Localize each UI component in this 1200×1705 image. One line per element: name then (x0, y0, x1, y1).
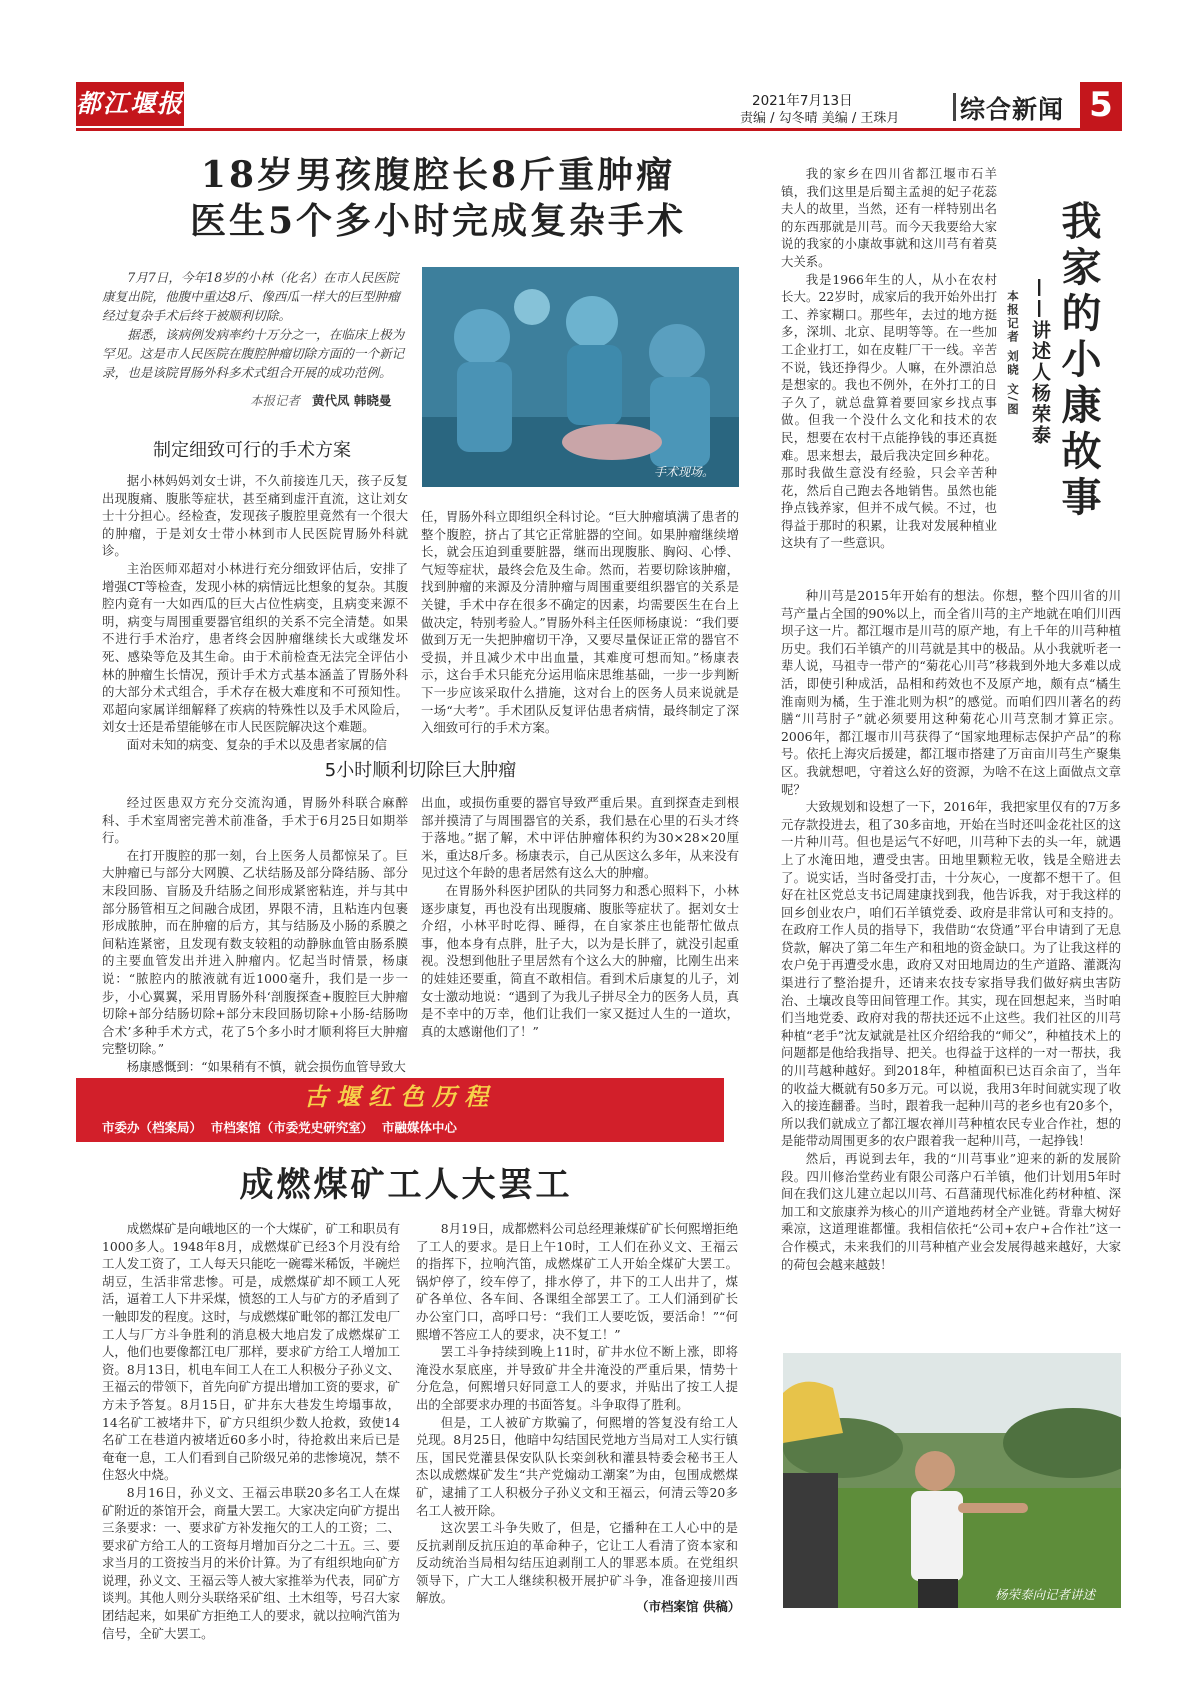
section-name: 综合新闻 (960, 95, 1065, 124)
article1-sec2-col2 (421, 794, 739, 1040)
paragraph: 大致规划和设想了一下，2016年，我把家里仅有的7万多元存款投进去，租了30多亩地，开始在当时还叫金花社区的这一片种川芎。但也是运气不好吧，川芎种下去的头一年，就遇上了水淹田地，遭受虫害。田地里颗粒无收，钱是全赔进去了。说实话，当时备受打击，十分灰心，一度都不想干了。但好在社区党总支书记周建康找到我，他告诉我，对于我这样的回乡创业农户，咱们石羊镇党委、政府是非常认可和支持的。在政府工作人员的指导下，我借助“农贷通”平台申请到了无息贷款，解决了第二年生产和租地的资金缺口。为了让我这样的农户免于再遭受水患，政府又对田地周边的生产道路、灌溉沟渠进行了整治提升，还请来农技专家指导我们做好病虫害防治、土壤改良等田间管理工作。其实，现在回想起来，当时咱们当地党委、政府对我的帮扶还远不止这些。我们社区的川芎种植“老手”沈友斌就是社区介绍给我的“师父”，种植技术上的问题都是他给我指导、把关。也得益于这样的一对一帮扶，我的川芎越种越好。到2018年，种植面积已达百余亩了，当年的收益大概就有50多万元。可以说，我用3年时间就实现了收入的接连翻番。当时，跟着我一起种川芎的老乡也有20多个，所以我们就成立了都江堰农禅川芎种植农民专业合作社，想的是能带动周围更多的农户跟着我一起种川芎，一起挣钱！ (781, 799, 1121, 1149)
paragraph: 我的家乡在四川省都江堰市石羊镇，我们这里是后蜀主孟昶的妃子花蕊夫人的故里，当然，还有一样特别出名的东西那就是川芎。而今天我要给大家说的我家的小康故事就和这川芎有着莫大关系。 (781, 166, 997, 269)
paragraph: 据小林妈妈刘女士讲，不久前接连几天，孩子反复出现腹痛、腹胀等症状，甚至痛到虚汗直流，这让刘女士十分担心。经检查，发现孩子腹腔里竟然有一个很大的肿瘤，于是刘女士带小林到市人民医院胃肠外科就诊。 (102, 473, 408, 559)
paragraph: 主治医师邓超对小林进行充分细致评估后，安排了增强CT等检查，发现小林的病情远比想象的复杂。其腹腔内竟有一大如西瓜的巨大占位性病变，且病变来源不明，病变与周围重要器官组织的关系不完全清楚。如果不进行手术治疗，患者终会因肿瘤继续长大或继发坏死、感染等危及其生命。由于术前检查无法完全评估小林的肿瘤生长情况，预计手术方式基本涵盖了胃肠外科的大部分术式组合，手术存在极大难度和不可预知性。邓超向家属详细解释了疾病的特殊性以及手术风险后，刘女士还是希望能够在市人民医院解决这个难题。 (102, 560, 408, 735)
paragraph: 在打开腹腔的那一刻，台上医务人员都惊呆了。巨大肿瘤已与部分大网膜、乙状结肠及部分降结肠、部分末段回肠、盲肠及升结肠之间形成紧密粘连，并与其中部分肠管相互之间融合成团，界限不清，且粘连内包裹形成脓肿，而在肿瘤的后方，其与结肠及小肠的系膜之间粘连紧密，且发现有数支较粗的动静脉血管由肠系膜的主要血管发出并进入肿瘤内。忆起当时情景，杨康说：“脓腔内的脓液就有近1000毫升，我们是一步一步，小心翼翼，采用胃肠外科‘剖腹探查+腹腔巨大肿瘤切除+部分结肠切除+部分末段回肠切除+小肠-结肠吻合术’多种手术方式，花了5个多小时才顺利将巨大肿瘤完整切除。” (102, 847, 408, 1057)
paragraph: 任，胃肠外科立即组织全科讨论。“巨大肿瘤填满了患者的整个腹腔，挤占了其它正常脏器的空间。如果肿瘤继续增长，就会压迫到重要脏器，继而出现腹胀、胸闷、心悸、气短等症状，最终会危及生命。然而，若要切除该肿瘤，找到肿瘤的来源及分清肿瘤与周围重要组织器官的关系是关键，手术中存在很多不确定的因素，均需要医生在台上做决定，特别考验人。”胃肠外科主任医师杨康说：“我们要做到万无一失把肿瘤切干净，又要尽量保证正常的器官不受损，并且减少术中出血量，其难度可想而知。”杨康表示，这台手术只能充分运用临床思维基础，一步一步判断下一步应该采取什么措施，这对台上的医务人员来说就是一场“大考”。手术团队反复评估患者病情，最终制定了深入细致可行的手术方案。 (421, 509, 739, 736)
red-history-banner (76, 1078, 724, 1142)
banner-title: 古堰红色历程 (304, 1082, 496, 1111)
article1-sec1-col2 (421, 508, 739, 737)
paragraph: 这次罢工斗争失败了，但是，它播种在工人心中的是反抗剥削反抗压迫的革命种子，它让工人看清了资本家和反动统治当局相勾结压迫剥削工人的罪恶本质。在党组织领导下，广大工人继续积极开展护矿斗争，准备迎接川西解放。 (416, 1520, 738, 1606)
article1-title-line2: 医生5个多小时完成复杂手术 (189, 200, 687, 242)
section-divider (953, 93, 956, 121)
article3-byline: 本报记者 刘晓 文/图 (1006, 290, 1020, 417)
article2-col2 (416, 1220, 738, 1607)
lead-paragraph: 7月7日，今年18岁的小林（化名）在市人民医院康复出院，他腹中重达8斤、像西瓜一样大的巨型肿瘤经过复杂手术后终于被顺利切除。 (102, 270, 400, 323)
photo-caption: 手术现场。 (654, 465, 715, 479)
article1-lead (102, 268, 408, 382)
banner-sponsors: 市委办（档案局） 市档案馆（市委党史研究室） 市融媒体中心 (102, 1120, 457, 1135)
byline-label: 本报记者 (250, 393, 301, 408)
paragraph: 种川芎是2015年开始有的想法。你想，整个四川省的川芎产量占全国的90%以上，而全省川芎的主产地就在咱们川西坝子这一片。都江堰市是川芎的原产地，有上千年的川芎种植历史。我们石羊镇产的川芎就是其中的极品。从小我就听老一辈人说，马祖寺一带产的“菊花心川芎”移栽到外地大多难以成活，即使引种成活，品相和药效也不及原产地，颇有点“橘生淮南则为橘，生于淮北则为枳”的感觉。而咱们四川著名的药膳“川芎肘子”就必须要用这种菊花心川芎烹制才算正宗。2006年，都江堰市川芎获得了“国家地理标志保护产品”的称号。依托上海灾后援建，都江堰市搭建了万亩亩川芎生产聚集区。我就想吧，守着这么好的资源，为啥不在这上面做点文章呢？ (781, 588, 1121, 797)
article2-col1 (102, 1220, 400, 1642)
editor-credits: 责编 / 勾冬晴 美编 / 王珠月 (740, 111, 900, 126)
paragraph: 罢工斗争持续到晚上11时，矿井水位不断上涨，即将淹没水泵底座，并导致矿井全井淹没的严重后果，情势十分危急，何熙增只好同意工人的要求，并贴出了按工人提出的全部要求办理的书面答复。斗争取得了胜利。 (416, 1344, 738, 1412)
paragraph: 在胃肠外科医护团队的共同努力和悉心照料下，小林逐步康复，再也没有出现腹痛、腹胀等症状了。据刘女士介绍，小林平时吃得、睡得，在自家茶庄也能帮忙做点事，他本身有点胖，肚子大，以为是长胖了，就没引起重视。没想到他肚子里居然有个这么大的肿瘤，比刚生出来的娃娃还要重，简直不敢相信。看到术后康复的儿子，刘女士激动地说：“遇到了为我儿子拼尽全力的医务人员，真是不幸中的万幸，他们让我们一家又挺过人生的一道坎，真的太感谢他们了！” (421, 882, 739, 1039)
surgery-scene-illustration (422, 267, 739, 487)
article1-subhead1: 制定细致可行的手术方案 (153, 440, 351, 461)
paragraph: 我是1966年生的人，从小在农村长大。22岁时，成家后的我开始外出打工、养家糊口。那些年，去过的地方挺多，深圳、北京、昆明等等。在一些加工企业打工，如在皮鞋厂干一线。辛苦不说，钱还挣得少。人嘛，在外漂泊总是想家的。我也不例外，在外打工的日子久了，就总盘算着要回家乡找点事做。但我一个没什么文化和技术的农民，想要在农村干点能挣钱的事还真挺难。思来想去，最后我决定回乡种花。那时我做生意没有经验，只会辛苦种花，然后自己跑去各地销售。虽然也能挣点钱养家，但并不成气候。不过，也得益于那时的积累，让我对发展种植业这块有了一些意识。 (781, 271, 997, 551)
article3-col-body (781, 587, 1121, 1273)
paragraph: 然后，再说到去年，我的“川芎事业”迎来的新的发展阶段。四川修治堂药业有限公司落户石羊镇，他们计划用5年时间在我们这儿建立起以川芎、石菖蒲现代标准化药材种植、深加工和文旅康养为核心的川产道地药材全产业链。背靠大树好乘凉，这道理谁都懂。我相信依托“公司+农户+合作社”这一合作模式，未来我们的川芎种植产业会发展得越来越好，大家的荷包会越来越鼓！ (781, 1151, 1121, 1272)
article3-col-top (781, 165, 997, 552)
surgery-photo (422, 267, 739, 487)
header-rule (76, 128, 1122, 131)
farmer-photo (783, 1353, 1121, 1608)
paragraph: 杨康感慨到：“如果稍有不慎，就会损伤血管导致大 (126, 1058, 406, 1074)
photo-caption: 杨荣泰向记者讲述 (995, 1587, 1096, 1602)
newspaper-logo: 都江堰报 (76, 82, 184, 126)
article1-subhead2: 5小时顺利切除巨大肿瘤 (324, 760, 517, 781)
article1-title-line1: 18岁男孩腹腔长8斤重肿瘤 (200, 154, 676, 196)
article3-subtitle: ——讲述人杨荣泰 (1029, 278, 1051, 446)
lead-paragraph: 据悉，该病例发病率约十万分之一，在临床上极为罕见。这是市人民医院在腹腔肿瘤切除方面的一个新记录，也是该院胃肠外科多术式组合开展的成功范例。 (102, 327, 405, 380)
issue-date: 2021年7月13日 (752, 93, 853, 109)
page-number: 5 (1080, 82, 1122, 128)
article2-title: 成燃煤矿工人大罢工 (239, 1165, 573, 1205)
paragraph: 面对未知的病变、复杂的手术以及患者家属的信 (126, 736, 387, 752)
paragraph: 成燃煤矿是向峨地区的一个大煤矿，矿工和职员有1000多人。1948年8月，成燃煤矿已经3个月没有给工人发工资了，工人每天只能吃一碗霉米稀饭，半碗烂胡豆，生活非常悲惨。可是，成燃煤矿却不顾工人死活，逼着工人下井采煤，愤怒的工人与矿方的矛盾到了一触即发的程度。这时，与成燃煤矿毗邻的都江发电厂工人与厂方斗争胜利的消息极大地启发了成燃煤矿工人，他们也要像都江电厂那样，要求矿方给工人增加工资。8月13日，机电车间工人在工人积极分子孙义文、王福云的带领下，首先向矿方提出增加工资的要求，矿方未予答复。8月15日，矿井东大巷发生垮塌事故，14名矿工被堵井下，矿方只组织少数人抢救，致使14名矿工在巷道内被堵近60多小时，待抢救出来后已是奄奄一息，工人们看到自己阶级兄弟的悲惨境况，禁不住怒火中烧。 (102, 1221, 400, 1483)
article3-title: 我家的小康故事 (1055, 200, 1102, 522)
paragraph: 出血，或损伤重要的器官导致严重后果。直到探查走到根部并摸清了与周围器官的关系，我们悬在心里的石头才终于落地。”据了解，术中评估肿瘤体积约为30×28×20厘米，重达8斤多。杨康表示，自己从医这么多年，从来没有见过这个年龄的患者居然有这么大的肿瘤。 (421, 795, 739, 881)
article1-sec1-col1 (102, 472, 408, 754)
paragraph: 8月16日，孙义文、王福云串联20多名工人在煤矿附近的茶馆开会，商量大罢工。大家决定向矿方提出三条要求：一、要求矿方补发拖欠的工人的工资；二、要求矿方给工人的工资每月增加百分之二十五。三、要求当月的工资按当月的米价计算。为了有组织地向矿方说理，孙义文、王福云等人被大家推举为代表，同矿方谈判。其他人则分头联络采矿组、土木组等，号召大家团结起来，如果矿方拒绝工人的要求，就以拉响汽笛为信号，全矿大罢工。 (102, 1484, 400, 1641)
article1-byline (250, 391, 391, 409)
article1-sec2-col1 (102, 794, 408, 1076)
byline-names: 黄代凤 韩晓曼 (312, 393, 392, 408)
farm-scene-illustration (783, 1353, 1121, 1608)
paragraph: 但是，工人被矿方欺骗了，何熙增的答复没有给工人兑现。8月25日，他暗中勾结国民党地方当局对工人实行镇压，国民党灌县保安队队长栾剑秋和灌县特委会秘书王人杰以成燃煤矿发生“共产党煽动工潮案”为由，包围成燃煤矿，逮捕了工人积极分子孙义文和王福云，何清云等20多名工人被开除。 (416, 1414, 738, 1518)
article2-credit: （市档案馆 供稿） (636, 1599, 741, 1614)
paragraph: 8月19日，成都燃料公司总经理兼煤矿矿长何熙增拒绝了工人的要求。是日上午10时，工人们在孙义文、王福云的指挥下，拉响汽笛，成燃煤矿工人开始全煤矿大罢工。锅炉停了，绞车停了，排水停了，井下的工人出井了，煤矿各单位、各车间、各课组全部罢工了。工人们涌到矿长办公室门口，高呼口号：“我们工人要吃饭，要活命！”“何熙增不答应工人的要求，决不复工！” (416, 1221, 738, 1342)
paragraph: 经过医患双方充分交流沟通，胃肠外科联合麻醉科、手术室周密完善术前准备，手术于6月25日如期举行。 (102, 795, 408, 846)
